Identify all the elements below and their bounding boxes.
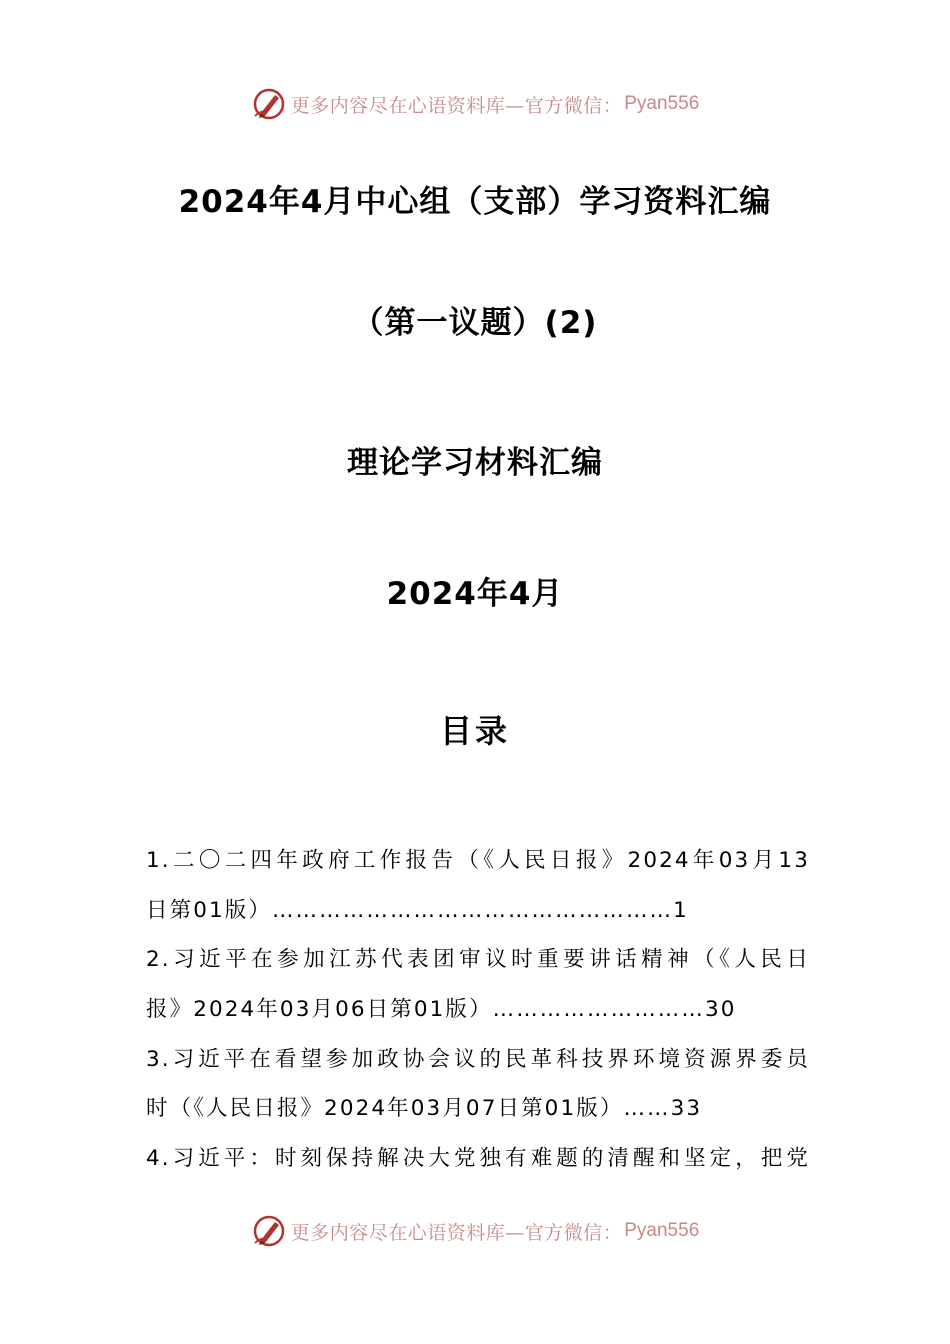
watermark-wechat-id: Pyan556 xyxy=(624,93,700,114)
toc-item-2-line-2[interactable]: 报》2024年03月06日第01版）………………………30 xyxy=(146,997,737,1023)
watermark-wechat-id: Pyan556 xyxy=(624,1220,700,1241)
watermark-text: 更多内容尽在心语资料库—官方微信： xyxy=(290,1221,623,1244)
toc-heading: 目录 xyxy=(439,712,510,750)
toc-item-3-line-1[interactable]: 3.习近平在看望参加政协会议的民革科技界环境资源界委员 xyxy=(146,1046,810,1072)
toc-item-4-line-1[interactable]: 4.习近平：时刻保持解决大党独有难题的清醒和坚定，把党 xyxy=(146,1146,810,1172)
document-title: 2024年4月中心组（支部）学习资料汇编 xyxy=(178,184,772,220)
toc-item-2-line-1[interactable]: 2.习近平在参加江苏代表团审议时重要讲话精神（《人民日 xyxy=(146,947,810,973)
table-of-contents xyxy=(146,836,810,1184)
watermark-text: 更多内容尽在心语资料库—官方微信： xyxy=(290,94,623,117)
section-title: 理论学习材料汇编 xyxy=(347,445,603,481)
pen-logo-icon xyxy=(251,1213,287,1249)
document-date: 2024年4月 xyxy=(386,576,564,612)
document-subtitle: （第一议题）(2) xyxy=(352,305,598,341)
toc-item-1-line-1[interactable]: 1.二〇二四年政府工作报告（《人民日报》2024年03月13 xyxy=(146,848,810,873)
footer-watermark xyxy=(0,1211,950,1251)
toc-item-3-line-2[interactable]: 时（《人民日报》2024年03月07日第01版）……33 xyxy=(146,1096,703,1122)
header-watermark xyxy=(0,84,950,124)
toc-item-1-line-2[interactable]: 日第01版）……………………………………………1 xyxy=(146,897,689,923)
pen-logo-icon xyxy=(251,86,287,122)
